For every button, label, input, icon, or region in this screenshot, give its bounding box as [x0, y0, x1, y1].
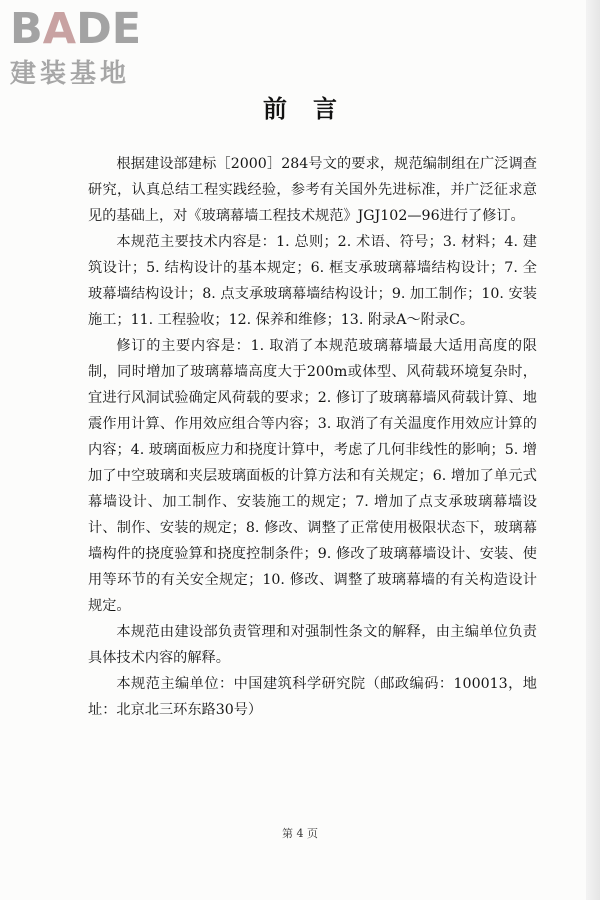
- paragraph-3: 修订的主要内容是：1. 取消了本规范玻璃幕墙最大适用高度的限制，同时增加了玻璃幕墙高度大于200m或体型、风荷载环境复杂时，宜进行风洞试验确定风荷载的要求；2. 修订了玻璃幕墙风荷载计算、地震作用计算、作用效应组合等内容；3. 取消了有关温度作用效应计算的内容；4. 玻璃面板应力和挠度计算中，考虑了几何非线性的影响；5. 增加了中空玻璃和夹层玻璃面板的计算方法和有关规定；6. 增加了单元式幕墙设计、加工制作、安装施工的规定；7. 增加了点支承玻璃幕墙设计、制作、安装的规定；8. 修改、调整了正常使用极限状态下，玻璃幕墙构件的挠度验算和挠度控制条件；9. 修改了玻璃幕墙设计、安装、使用等环节的有关安全规定；10. 修改、调整了玻璃幕墙的有关构造设计规定。: [88, 338, 537, 614]
- page-number: 第 4 页: [282, 827, 318, 840]
- preface-body: [88, 151, 537, 723]
- logo-wordmark-de: DE: [76, 4, 142, 54]
- paragraph-1: 根据建设部建标［2000］284号文的要求，规范编制组在广泛调查研究，认真总结工程实践经验，参考有关国外先进标准，并广泛征求意见的基础上，对《玻璃幕墙工程技术规范》JGJ102—96进行了修订。: [88, 156, 537, 224]
- paragraph-4: 本规范由建设部负责管理和对强制性条文的解释，由主编单位负责具体技术内容的解释。: [88, 624, 537, 666]
- page-edge-shadow: [586, 0, 600, 900]
- logo-wordmark-a: A: [42, 4, 77, 54]
- watermark-logo: [10, 4, 175, 96]
- paragraph-5: 本规范主编单位：中国建筑科学研究院（邮政编码：100013，地址：北京北三环东路30号）: [88, 676, 537, 718]
- logo-subtitle: 建装基地: [10, 59, 131, 89]
- logo-wordmark: [10, 4, 141, 54]
- logo-wordmark-b: B: [10, 4, 43, 54]
- paragraph-2: 本规范主要技术内容是：1. 总则；2. 术语、符号；3. 材料；4. 建筑设计；5. 结构设计的基本规定；6. 框支承玻璃幕墙结构设计；7. 全玻幕墙结构设计；8. 点支承玻璃幕墙结构设计；9. 加工制作；10. 安装施工；11. 工程验收；12. 保养和维修；13. 附录A～附录C。: [88, 234, 537, 328]
- page-title: 前言: [263, 95, 363, 123]
